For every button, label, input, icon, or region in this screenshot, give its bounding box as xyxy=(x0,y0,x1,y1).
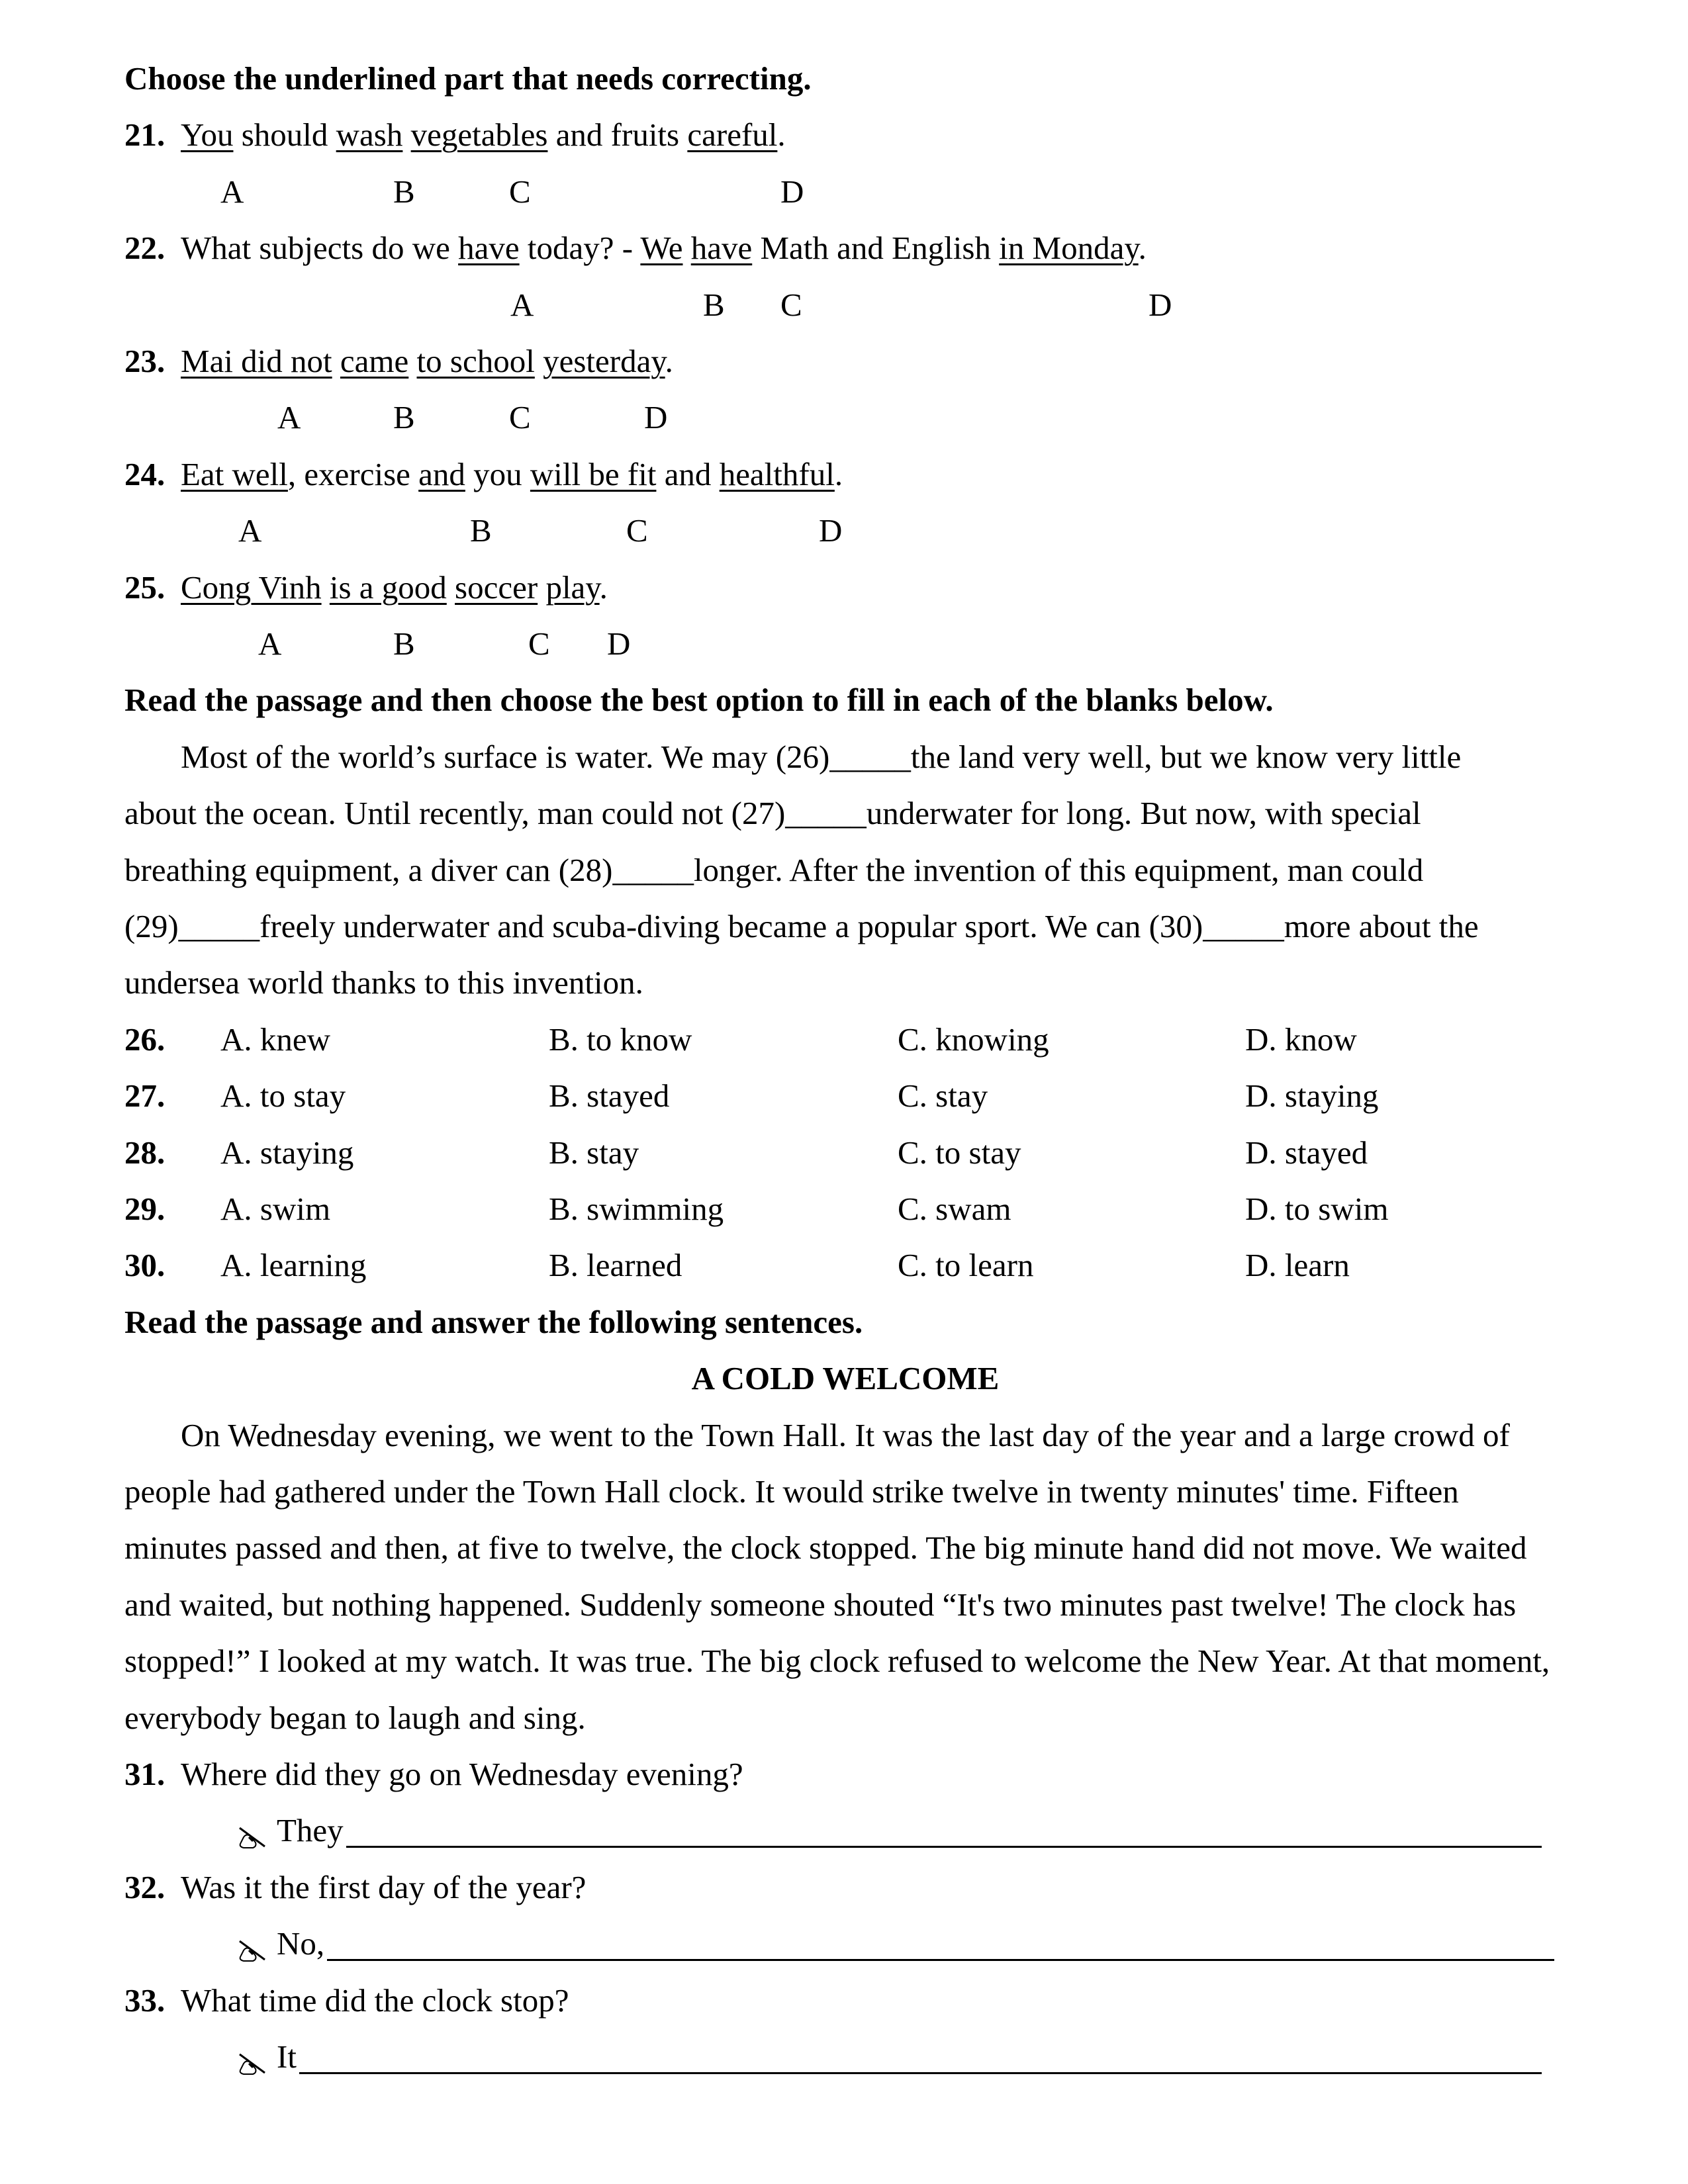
sentence-text xyxy=(447,569,455,606)
passage-line: breathing equipment, a diver can (28)_____longer. After the invention of this equipment, man could xyxy=(124,851,1424,888)
option-c: C. stay xyxy=(898,1077,988,1115)
sentence-text: and xyxy=(656,455,720,492)
question-number: 28. xyxy=(124,1134,165,1171)
option-letter-b: B xyxy=(393,399,415,436)
passage-line: and waited, but nothing happened. Suddenly someone shouted “It's two minutes past twelve! The clock has xyxy=(124,1586,1517,1623)
option-letter-b: B xyxy=(470,512,492,549)
underlined-part: careful xyxy=(687,116,778,154)
passage-title: A COLD WELCOME xyxy=(691,1360,1000,1397)
underlined-part: have xyxy=(458,230,520,267)
question-number: 24. xyxy=(124,455,165,492)
option-c: C. swam xyxy=(898,1191,1011,1227)
underlined-part: yesterday xyxy=(543,343,665,379)
option-d: D. learn xyxy=(1245,1247,1350,1284)
option-a: A. staying xyxy=(220,1134,354,1171)
underlined-part: is a good xyxy=(329,569,447,606)
sentence-text: should xyxy=(233,116,336,154)
option-d: D. stayed xyxy=(1245,1134,1368,1171)
option-letter-d: D xyxy=(1149,286,1172,323)
option-letter-d: D xyxy=(644,399,668,436)
sentence-text xyxy=(408,343,416,379)
question-sentence xyxy=(181,220,1147,276)
option-letter-d: D xyxy=(780,173,804,210)
underlined-part: came xyxy=(340,343,409,379)
option-c: C. to learn xyxy=(898,1247,1034,1284)
passage-line: minutes passed and then, at five to twelve, the clock stopped. The big minute hand did not move. We waited xyxy=(124,1529,1527,1567)
option-letter-a: A xyxy=(238,512,262,549)
question-number: 21. xyxy=(124,116,165,154)
answer-start: It xyxy=(277,2038,297,2075)
sentence-text xyxy=(322,569,330,606)
option-a: A. knew xyxy=(220,1021,331,1058)
sentence-text: . xyxy=(665,343,673,379)
answer-start: They xyxy=(277,1812,344,1849)
question-number: 33. xyxy=(124,1981,165,2019)
sentence-text xyxy=(535,343,543,379)
underlined-part: and xyxy=(418,455,465,492)
option-b: B. swimming xyxy=(549,1191,724,1227)
section-heading: Read the passage and answer the following sentences. xyxy=(124,1303,863,1340)
answer-start: No, xyxy=(277,1925,325,1962)
passage-line: undersea world thanks to this invention. xyxy=(124,964,643,1001)
section-heading: Read the passage and then choose the best option to fill in each of the blanks below. xyxy=(124,682,1274,719)
sentence-text xyxy=(332,343,340,379)
question-number: 30. xyxy=(124,1247,165,1284)
underlined-part: will be fit xyxy=(530,455,657,492)
question-number: 25. xyxy=(124,569,165,606)
question-text: What time did the clock stop? xyxy=(181,1981,569,2019)
option-a: A. to stay xyxy=(220,1077,346,1115)
question-number: 29. xyxy=(124,1191,165,1227)
underlined-part: vegetables xyxy=(410,116,548,154)
option-d: D. to swim xyxy=(1245,1191,1389,1227)
underlined-part: in Monday xyxy=(999,230,1139,267)
option-a: A. learning xyxy=(220,1247,367,1284)
pencil-icon xyxy=(237,1933,267,1959)
sentence-text: , exercise xyxy=(287,455,419,492)
option-letter-a: A xyxy=(510,286,534,323)
sentence-text: What subjects do we xyxy=(181,230,459,267)
option-c: C. knowing xyxy=(898,1021,1049,1058)
passage-line: On Wednesday evening, we went to the Town Hall. It was the last day of the year and a large crowd of xyxy=(181,1416,1510,1453)
option-letter-c: C xyxy=(509,399,531,436)
option-letter-b: B xyxy=(393,625,415,662)
answer-input-line[interactable] xyxy=(327,1959,1554,1961)
option-b: B. to know xyxy=(549,1021,692,1058)
underlined-part: healthful xyxy=(719,455,835,492)
question-number: 23. xyxy=(124,343,165,379)
sentence-text: you xyxy=(465,455,530,492)
question-number: 31. xyxy=(124,1756,165,1792)
pencil-icon xyxy=(237,2046,267,2072)
sentence-text: today? - xyxy=(519,230,641,267)
sentence-text: . xyxy=(834,455,843,492)
answer-input-line[interactable] xyxy=(346,1846,1542,1848)
question-text: Where did they go on Wednesday evening? xyxy=(181,1756,743,1792)
question-text: Was it the first day of the year? xyxy=(181,1868,586,1905)
option-b: B. stayed xyxy=(549,1077,670,1115)
option-letter-d: D xyxy=(819,512,843,549)
option-d: D. know xyxy=(1245,1021,1357,1058)
sentence-text xyxy=(538,569,545,606)
question-number: 32. xyxy=(124,1868,165,1905)
sentence-text: Math and English xyxy=(752,230,1000,267)
underlined-part: play xyxy=(545,569,600,606)
sentence-text: . xyxy=(599,569,608,606)
sentence-text xyxy=(682,230,690,266)
underlined-part: Cong Vinh xyxy=(181,569,322,606)
sentence-text: . xyxy=(777,116,786,154)
option-letter-c: C xyxy=(528,625,550,662)
sentence-text xyxy=(402,116,410,153)
passage-line: about the ocean. Until recently, man could not (27)_____underwater for long. But now, with special xyxy=(124,795,1421,832)
passage-line: everybody began to laugh and sing. xyxy=(124,1699,586,1736)
underlined-part: We xyxy=(640,230,683,267)
underlined-part: soccer xyxy=(455,569,538,606)
option-c: C. to stay xyxy=(898,1134,1021,1171)
question-number: 22. xyxy=(124,230,165,267)
passage-line: (29)_____freely underwater and scuba-diving became a popular sport. We can (30)_____more about the xyxy=(124,908,1479,944)
passage-line: people had gathered under the Town Hall clock. It would strike twelve in twenty minutes' time. Fifteen xyxy=(124,1473,1459,1510)
option-letter-a: A xyxy=(258,625,282,662)
option-b: B. stay xyxy=(549,1134,639,1171)
option-letter-c: C xyxy=(780,286,802,323)
option-letter-b: B xyxy=(393,173,415,210)
underlined-part: Mai did not xyxy=(181,343,332,379)
section-heading: Choose the underlined part that needs correcting. xyxy=(124,60,812,97)
option-letter-c: C xyxy=(509,173,531,210)
underlined-part: wash xyxy=(336,116,403,154)
option-letter-a: A xyxy=(277,399,301,436)
underlined-part: to school xyxy=(416,343,535,379)
question-sentence xyxy=(181,559,608,615)
option-letter-c: C xyxy=(626,512,648,549)
underlined-part: You xyxy=(181,116,234,154)
underlined-part: Eat well xyxy=(181,455,288,492)
option-a: A. swim xyxy=(220,1191,331,1227)
option-b: B. learned xyxy=(549,1247,682,1284)
pencil-icon xyxy=(237,1819,267,1846)
option-d: D. staying xyxy=(1245,1077,1379,1115)
option-letter-d: D xyxy=(607,625,631,662)
question-sentence xyxy=(181,333,673,389)
option-letter-a: A xyxy=(220,173,244,210)
passage-line: stopped!” I looked at my watch. It was true. The big clock refused to welcome the New Year. At that moment, xyxy=(124,1643,1550,1680)
sentence-text: and fruits xyxy=(547,116,688,154)
sentence-text: . xyxy=(1138,230,1147,267)
question-number: 26. xyxy=(124,1021,165,1058)
option-letter-b: B xyxy=(703,286,725,323)
passage-line: Most of the world’s surface is water. We may (26)_____the land very well, but we know very little xyxy=(181,738,1462,775)
question-sentence xyxy=(181,107,786,163)
question-number: 27. xyxy=(124,1077,165,1115)
underlined-part: have xyxy=(690,230,753,267)
question-sentence xyxy=(181,446,843,502)
answer-input-line[interactable] xyxy=(299,2072,1542,2074)
